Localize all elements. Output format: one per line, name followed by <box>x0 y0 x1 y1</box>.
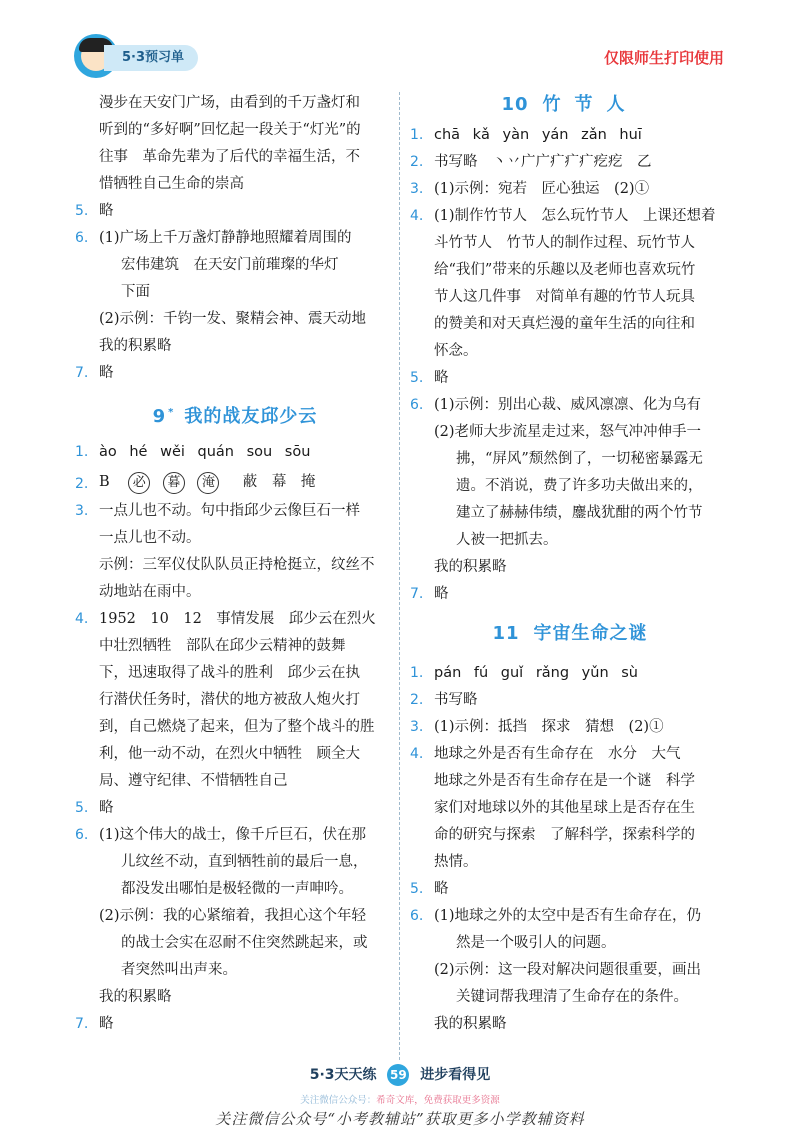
left-column <box>75 90 395 1038</box>
answer-item: 1. pán fú guǐ rǎng yǔn sù <box>410 665 638 681</box>
circled-character: 淹 <box>197 472 219 494</box>
answer-item: 3. 一点儿也不动。句中指邱少云像巨石一样 一点儿也不动。 示例：三军仪仗队队员正持枪挺立，纹丝不 动地站在雨中。 <box>75 503 375 600</box>
page-number: 59 <box>387 1064 409 1086</box>
answer-item: 3. (1)示例：抵挡 探求 猜想 (2)① <box>410 719 664 735</box>
continued-answer: 漫步在天安门广场，由看到的千万盏灯和 听到的“多好啊”回忆起一段关于“灯光”的 往事 革命先辈为了后代的幸福生活，不 惜牺牲自己生命的崇高 <box>99 95 361 192</box>
answer-item: 5. 略 <box>410 370 449 386</box>
answer-item: 6. (1)示例：别出心裁、威风凛凛、化为乌有 (2)老师大步流星走过来，怒气冲冲伸手一 拂，“屏风”颓然倒了，一切秘密暴露无 遗。不消说，费了许多功夫做出来的， 建立了赫赫伟绩，鏖战犹酣的两个竹节 人被一把抓去。 我的积累略 <box>410 397 703 575</box>
answer-item: 5. 略 <box>410 881 449 897</box>
answer-item: 1. chā kǎ yàn yán zǎn huī <box>410 127 642 143</box>
answer-item: 6. (1)地球之外的太空中是否有生命存在，仍 然是一个吸引人的问题。 (2)示例：这一段对解决问题很重要，画出 关键词帮我理清了生命存在的条件。 我的积累略 <box>410 908 702 1032</box>
answer-item: 5. 略 <box>75 203 114 219</box>
answer-item: 4. 1952 10 12 事情发展 邱少云在烈火 中壮烈牺牲 部队在邱少云精神的鼓舞 下，迅速取得了战斗的胜利 邱少云在执 行潜伏任务时，潜伏的地方被敌人炮火打 到，自己燃烧了起来，但为了整个战斗的胜 利，他一动不动，在烈火中牺牲 顾全大 局、遵守纪律、不惜牺牲自己 <box>75 611 376 789</box>
section-title-10: 10 竹节人 <box>501 94 639 115</box>
answer-item: 1. ào hé wěi quán sou sōu <box>75 444 311 460</box>
watermark-note: 关注微信公众号：希奇文库，免费获取更多资源 <box>300 1095 500 1106</box>
answer-item: 5. 略 <box>75 800 114 816</box>
circled-character: 暮 <box>163 472 185 494</box>
page-footer <box>0 1064 800 1129</box>
series-badge: 5·3预习单 <box>104 45 198 71</box>
answer-item: 7. 略 <box>75 1016 114 1032</box>
answer-item: 2. 书写略 <box>410 692 478 708</box>
answer-item: 7. 略 <box>75 365 114 381</box>
column-divider <box>399 92 400 1060</box>
circled-character: 必 <box>128 472 150 494</box>
page-header <box>0 0 800 90</box>
answer-item: 2. 书写略 丶丷广广疒疒疒疙疙 乙 <box>410 154 652 170</box>
answer-item: 6. (1)广场上千万盏灯静静地照耀着周围的 宏伟建筑 在天安门前璀璨的华灯 下面 (2)示例：千钧一发、聚精会神、震天动地 我的积累略 <box>75 230 367 354</box>
right-column <box>410 90 730 1038</box>
section-title-11: 11 宇宙生命之谜 <box>492 623 648 644</box>
section-title-9: 9 * 我的战友邱少云 <box>152 406 318 427</box>
footer-series: 5·3天天练 <box>309 1067 377 1083</box>
answer-item: 2. B 必 暮 淹 蔽 幕 掩 <box>75 474 316 492</box>
footer-slogan: 进步看得见 <box>420 1067 491 1083</box>
answer-item: 7. 略 <box>410 586 449 602</box>
usage-restriction-label: 仅限师生打印使用 <box>603 49 724 67</box>
answer-item: 4. 地球之外是否有生命存在 水分 大气 地球之外是否有生命存在是一个谜 科学 家们对地球以外的其他星球上是否存在生 命的研究与探索 了解科学，探索科学的 热情。 <box>410 746 695 870</box>
answer-item: 3. (1)示例：宛若 匠心独运 (2)① <box>410 181 650 197</box>
answer-item: 6. (1)这个伟大的战士，像千斤巨石，伏在那 儿纹丝不动，直到牺牲前的最后一息， 都没发出哪怕是极轻微的一声呻吟。 (2)示例：我的心紧缩着，我担心这个年轻 的战士会实在忍耐不住突然跳起来，或 者突然叫出声来。 我的积累略 <box>75 827 368 1005</box>
answer-item: 4. (1)制作竹节人 怎么玩竹节人 上课还想着 斗竹节人 竹节人的制作过程、玩竹节人 给“我们”带来的乐趣以及老师也喜欢玩竹 节人这几件事 对简单有趣的竹节人玩具 的赞美和对天真烂漫的童年生活的向往和 怀念。 <box>410 208 716 359</box>
handwritten-note: 关注微信公众号“小考教辅站”获取更多小学教辅资料 <box>215 1110 585 1128</box>
